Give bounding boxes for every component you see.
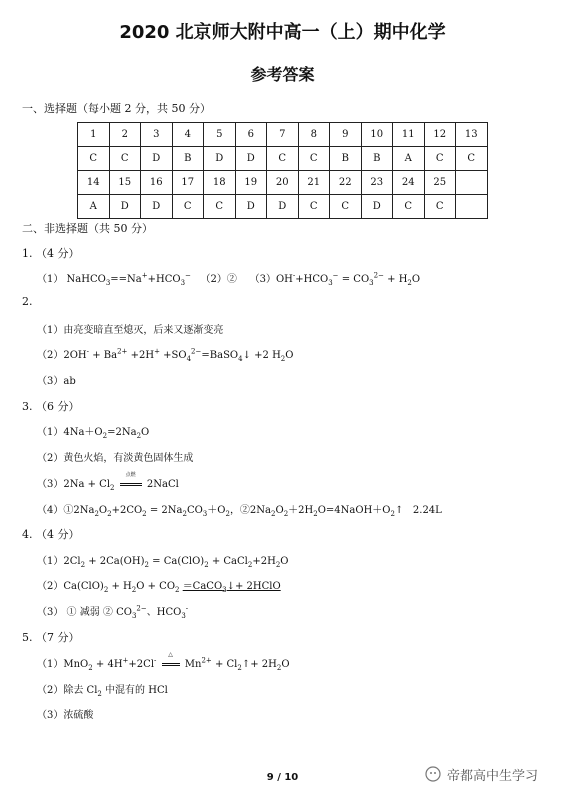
question-1-heading: 1. （4 分） [22, 247, 80, 260]
condition-ignite-label: 点燃 [125, 472, 136, 478]
answer-table-cell: B [330, 147, 362, 171]
answer-table-cell: D [109, 195, 141, 219]
answer-table-cell: 6 [235, 123, 267, 147]
answer-table-cell: 10 [361, 123, 393, 147]
answer-table-cell: 19 [235, 171, 267, 195]
question-2-answer-2: $(2)2OH^- + Ba^{2+} +2H^+$ $+SO_4^{2-}=BaSO_4↓ +2$ $H_2O$ [37, 347, 294, 363]
answer-table-cell: 16 [141, 171, 173, 195]
answer-table-cell: C [298, 147, 330, 171]
answer-table-cell: 22 [330, 171, 362, 195]
answer-table-cell: 15 [109, 171, 141, 195]
answer-table-cell: D [141, 195, 173, 219]
answer-table-cell: 12 [424, 123, 456, 147]
question-3-answer-2: （2）黄色火焰，有淡黄色固体生成 [37, 453, 194, 464]
answer-table-cell: C [298, 195, 330, 219]
answer-table-cell: 21 [298, 171, 330, 195]
question-5-answer-2: （2）除去 $Cl_2$ 中混有的 HCl [37, 685, 168, 698]
document-title: 2020 北京师大附中高一（上）期中化学 [119, 22, 446, 43]
answer-table-cell: 14 [78, 171, 110, 195]
condition-heat-label: △ [168, 651, 173, 658]
question-3-heading: 3. （6 分） [22, 400, 80, 413]
answer-table-row [78, 147, 488, 171]
answer-table-cell: D [235, 195, 267, 219]
section-2-heading: 二、非选择题（共 50 分） [22, 222, 153, 235]
answer-table-cell: C [424, 147, 456, 171]
answer-table-cell: A [78, 195, 110, 219]
answer-table-cell: 1 [78, 123, 110, 147]
document-subtitle: 参考答案 [250, 65, 315, 84]
section-1-heading: 一、选择题（每小题 2 分，共 50 分） [22, 102, 211, 115]
question-4-answer-3: （3） ① 减弱 ② $CO_3^{2-}$、$HCO_3^-$ [37, 604, 189, 620]
answer-table-cell: D [267, 195, 299, 219]
question-5-answer-3: （3）浓硫酸 [37, 710, 94, 721]
page-number: 9 / 10 [266, 772, 299, 783]
answer-table-cell: D [204, 147, 236, 171]
question-5-answer-1: （1）MnO$_2$ + 4H++2Cl- △ $Mn^{2+}$ + $Cl_2↑+ 2H_2O$ [37, 651, 290, 672]
question-2-heading: 2. [22, 295, 33, 308]
answer-table [77, 122, 488, 219]
question-2-answer-3: （3）ab [37, 376, 76, 387]
answer-table-cell: C [330, 195, 362, 219]
question-3-answer-4: $(4)①2Na_2O_2+2CO_2 = 2Na_2CO_3+O_2$，$②2Na_2O_2+2H_2O=4NaOH+O_2↑$ 2.24L [37, 505, 442, 518]
answer-table-cell: 17 [172, 171, 204, 195]
answer-table-cell: B [361, 147, 393, 171]
question-5-heading: 5. （7 分） [22, 631, 80, 644]
answer-table-cell: 8 [298, 123, 330, 147]
question-4-heading: 4. （4 分） [22, 528, 80, 541]
answer-table-cell: 9 [330, 123, 362, 147]
answer-table-cell: 7 [267, 123, 299, 147]
answer-table-cell [456, 195, 488, 219]
answer-table-cell: C [172, 195, 204, 219]
answer-table-row [78, 171, 488, 195]
answer-table-cell: 2 [109, 123, 141, 147]
question-3-answer-1: $(1)4Na+O_2=2Na_2O$ [37, 427, 150, 440]
question-3-answer-3: $(3)2Na + Cl_2$ 点燃 2NaCl [37, 472, 179, 492]
answer-table-cell: D [141, 147, 173, 171]
answer-table-cell: C [204, 195, 236, 219]
question-2-answer-1: （1）由亮变暗直至熄灭，后来又逐渐变亮 [37, 325, 224, 336]
answer-table-row [78, 195, 488, 219]
answer-table-cell: C [456, 147, 488, 171]
answer-table-cell: C [424, 195, 456, 219]
question-4-answer-1: $(1)2Cl_2 + 2Ca(OH)_2 = Ca(ClO)_2$ + $CaCl_2+2H_2O$ [37, 556, 289, 569]
answer-table-cell: C [267, 147, 299, 171]
answer-table-cell: 23 [361, 171, 393, 195]
answer-table-cell: D [361, 195, 393, 219]
answer-table-cell: 20 [267, 171, 299, 195]
answer-table-cell: C [393, 195, 425, 219]
question-1-answer-line: （1） $NaHCO_3==Na^++HCO_3^-$ （2）② $(3)OH^-+HCO_3^- = CO_3^{2-} + H_2O$ [37, 271, 421, 287]
answer-table-cell: 3 [141, 123, 173, 147]
question-4-answer-2: $(2)Ca(ClO)_2 + H_2O + CO_2$ ＝CaCO$_3$↓+ 2HClO [37, 581, 281, 594]
watermark-text: 帝都高中生学习 [447, 769, 539, 784]
answer-table-cell: C [109, 147, 141, 171]
answer-table-row [78, 123, 488, 147]
wechat-icon [425, 766, 441, 782]
answer-table-cell: 18 [204, 171, 236, 195]
answer-table-cell: 24 [393, 171, 425, 195]
answer-table-cell: 25 [424, 171, 456, 195]
answer-table-cell: 5 [204, 123, 236, 147]
answer-table-cell: D [235, 147, 267, 171]
answer-table-cell: 11 [393, 123, 425, 147]
answer-table-cell: B [172, 147, 204, 171]
answer-table-cell: 13 [456, 123, 488, 147]
answer-table-cell: C [78, 147, 110, 171]
answer-table-cell: 4 [172, 123, 204, 147]
answer-table-cell: A [393, 147, 425, 171]
answer-table-cell [456, 171, 488, 195]
